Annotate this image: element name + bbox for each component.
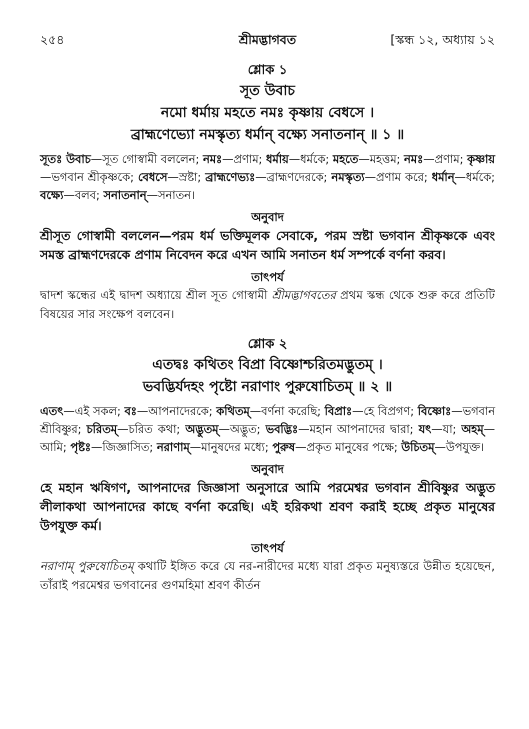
synonym-term: এতৎ — [40, 404, 64, 418]
synonym-term: নমঃ — [404, 152, 424, 166]
synonym-meaning: —প্রণাম করে; — [364, 170, 432, 184]
sloka-1-translation-heading: অনুবাদ — [251, 210, 284, 224]
synonym-meaning: —ব্রাহ্মণদেরকে; — [255, 170, 332, 184]
sloka-2-heading: শ্লোক ২ — [247, 337, 288, 352]
synonym-meaning: —বলব; — [63, 188, 104, 202]
synonym-term: ধর্মান্ — [431, 170, 455, 184]
sloka-2-synonyms — [40, 402, 495, 456]
sloka-2-line-1: এতদ্বঃ কথিতং বিপ্রা বিষ্ণোশ্চরিতমদ্ভুতম্ । — [152, 357, 383, 373]
synonym-term: বিপ্রাঃ — [324, 404, 353, 418]
synonym-term: বক্ষ্যে — [40, 188, 64, 202]
synonym-term: সূতঃ উবাচ — [40, 152, 91, 166]
page-number: ২৫৪ — [40, 32, 65, 47]
synonym-meaning: —মানুষদের মধ্যে; — [189, 440, 273, 454]
sloka-1-line-3: ব্রাহ্মণেভ্যো নমস্কৃত্য ধর্মান্ বক্ষ্যে সনাতনান্ ॥ ১ ॥ — [130, 127, 405, 143]
running-header — [40, 30, 495, 52]
purport-book-name: শ্রীমদ্ভাগবতের — [271, 288, 336, 302]
synonym-meaning: —জিজ্ঞাসিত; — [90, 440, 157, 454]
synonym-term: ব্রাহ্মণেভ্যঃ — [205, 170, 256, 184]
book-title: শ্রীমদ্ভাগবত — [238, 32, 297, 47]
synonym-term: বিষ্ণোঃ — [417, 404, 452, 418]
sloka-1-purport — [40, 286, 495, 324]
synonym-term: অদ্ভুতম্ — [185, 422, 219, 436]
synonym-meaning: —উপযুক্ত। — [434, 440, 485, 454]
synonym-term: সনাতনান্ — [103, 188, 147, 202]
synonym-meaning: —চরিত কথা; — [117, 422, 186, 436]
purport-text: কথাটি ইঙ্গিত করে যে নর-নারীদের মধ্যে যারা প্রকৃত মনুষ্যস্তরে উন্নীত হয়েছেন, তাঁরাই পরমেশ্বর ভগবানের গুণমহিমা শ্রবণ কীর্তন — [40, 559, 495, 592]
synonym-meaning: —হে বিপ্রগণ; — [352, 404, 418, 418]
synonym-meaning: —সনাতন। — [146, 188, 195, 202]
synonym-meaning: —সূত গোস্বামী বললেন; — [90, 152, 203, 166]
synonym-meaning: —আমি; — [40, 422, 495, 454]
synonym-meaning: —আপনাদেরকে; — [136, 404, 217, 418]
sloka-1-synonyms — [40, 150, 495, 204]
sloka-2-line-2: ভবদ্ভির্যদহং পৃষ্টো নরাণাং পুরুষোচিতম্ ॥ ২ ॥ — [142, 379, 393, 395]
sloka-1-purport-heading: তাৎপর্য — [251, 270, 284, 284]
sloka-1-translation: শ্রীসূত গোস্বামী বললেন—পরম ধর্ম ভক্তিমূলক সেবাকে, পরম স্রষ্টা ভগবান শ্রীকৃষ্ণকে এবং সমস্ত ব্রাহ্মণদেরকে প্রণাম নিবেদন করে এখন আমি সনাতন ধর্ম সম্পর্কে বর্ণনা করব। — [40, 228, 495, 262]
synonym-meaning: —প্রকৃত মানুষের পক্ষে; — [295, 440, 402, 454]
synonym-term: ভবদ্ভিঃ — [265, 422, 299, 436]
synonym-term: বঃ — [124, 404, 137, 418]
synonym-meaning: —ধর্মকে; — [454, 170, 495, 184]
synonym-meaning: —অদ্ভুত; — [218, 422, 266, 436]
synonym-meaning: —ভগবান শ্রীবিষ্ণুর; — [40, 404, 496, 436]
synonym-meaning: —প্রণাম; — [222, 152, 267, 166]
synonym-term: মহতে — [332, 152, 359, 166]
synonym-term: যৎ — [418, 422, 432, 436]
synonym-term: বেধসে — [137, 170, 168, 184]
synonym-term: পৃষ্টঃ — [70, 440, 91, 454]
synonym-meaning: —যা; — [431, 422, 462, 436]
synonym-term: নমঃ — [202, 152, 223, 166]
purport-text: দ্বাদশ স্কন্ধের এই দ্বাদশ অধ্যায়ে শ্রীল সূত গোস্বামী — [40, 288, 272, 302]
purport-quoted-phrase: নরাণাম্ পুরুষোচিতম্ — [40, 559, 134, 573]
sloka-2-purport — [40, 557, 495, 595]
synonym-term: চরিতম্ — [86, 422, 118, 436]
page — [40, 30, 495, 595]
sloka-2-translation: হে মহান ঋষিগণ, আপনাদের জিজ্ঞাসা অনুসারে আমি পরমেশ্বর ভগবান শ্রীবিষ্ণুর অদ্ভুত লীলাকথা আপনাদের কাছে বর্ণনা করেছি। এই হরিকথা শ্রবণ করাই হচ্ছে প্রকৃত মানুষের উপযুক্ত কর্ম। — [40, 480, 495, 533]
synonym-meaning: —বর্ণনা করেছি; — [249, 404, 325, 418]
synonym-meaning: —প্রণাম; — [423, 152, 468, 166]
synonym-term: কথিতম্ — [216, 404, 250, 418]
chapter-reference: [স্কন্ধ ১২, অধ্যায় ১২ — [390, 32, 495, 47]
sloka-1-line-2: নমো ধর্মায় মহতে নমঃ কৃষ্ণায় বেধসে । — [160, 105, 375, 121]
sloka-2-translation-heading: অনুবাদ — [251, 462, 284, 476]
synonym-term: নরাণাম্ — [156, 440, 190, 454]
synonym-meaning: —এই সকল; — [63, 404, 125, 418]
synonym-term: উচিতম্ — [401, 440, 435, 454]
synonym-meaning: —মহত্তম; — [358, 152, 404, 166]
synonym-term: অহম্ — [461, 422, 484, 436]
sloka-1-line-1: সূত উবাচ — [240, 83, 295, 99]
synonym-term: কৃষ্ণায় — [467, 152, 495, 166]
sloka-2-purport-heading: তাৎপর্য — [251, 541, 284, 555]
synonym-meaning: —স্রষ্টা; — [167, 170, 206, 184]
synonym-term: পুরুষ — [272, 440, 296, 454]
purport-text: প্রথম স্কন্ধ থেকে শুরু করে প্রতিটি বিষয়ের সার সংক্ষেপ বলবেন। — [40, 288, 495, 321]
sloka-1-heading: শ্লোক ১ — [247, 63, 288, 78]
synonym-meaning: —মহান আপনাদের দ্বারা; — [298, 422, 419, 436]
synonym-term: নমস্কৃত্য — [331, 170, 365, 184]
synonym-term: ধর্মায় — [266, 152, 289, 166]
synonym-meaning: —ভগবান শ্রীকৃষ্ণকে; — [40, 170, 138, 184]
synonym-meaning: —ধর্মকে; — [288, 152, 333, 166]
